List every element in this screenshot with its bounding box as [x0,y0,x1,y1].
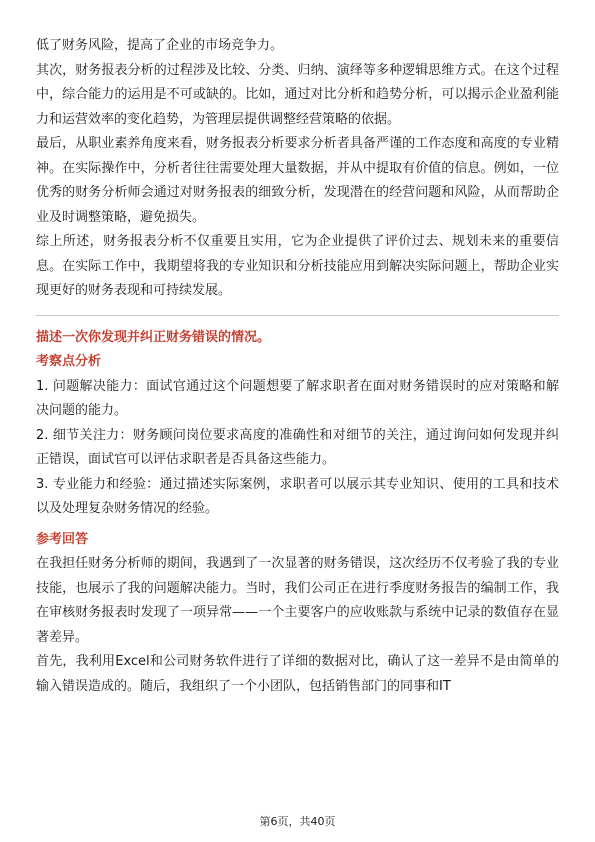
body-paragraph: 低了财务风险，提高了企业的市场竞争力。 [36,38,284,53]
analysis-heading: 考察点分析 [36,354,102,369]
interview-question: 描述一次你发现并纠正财务错误的情况。 [36,329,271,345]
body-paragraph: 综上所述，财务报表分析不仅重要且实用，它为企业提供了评价过去、规划未来的重要信息。在实际工作中，我期望将我的专业知识和分析技能应用到解决实际问题上，帮助企业实现更好的财务表现和可持续发展。 [36,234,559,298]
body-paragraph: 其次，财务报表分析的过程涉及比较、分类、归纳、演绎等多种逻辑思维方式。在这个过程中，综合能力的运用是不可或缺的。比如，通过对比分析和趋势分析，可以揭示企业盈利能力和运营效率的变化趋势，为管理层提供调整经营策略的依据。 [36,62,559,127]
section-divider [36,315,559,316]
analysis-list [36,375,559,522]
body-paragraph: 最后，从职业素养角度来看，财务报表分析要求分析者具备严谨的工作态度和高度的专业精神。在实际操作中，分析者往往需要处理大量数据，并从中提取有价值的信息。例如，一位优秀的财务分析师会通过对财务报表的细致分析，发现潜在的经营问题和风险，从而帮助企业及时调整策略，避免损失。 [36,136,559,225]
analysis-item: 3. 专业能力和经验：通过描述实际案例，求职者可以展示其专业知识、使用的工具和技术以及处理复杂财务情况的经验。 [36,476,559,516]
page-number: 第6页，共40页 [259,815,336,828]
answer-paragraph: 在我担任财务分析师的期间，我遇到了一次显著的财务错误，这次经历不仅考验了我的专业技能，也展示了我的问题解决能力。当时，我们公司正在进行季度财务报告的编制工作，我在审核财务报表时发现了一项异常——一个主要客户的应收账款与系统中记录的数值存在显著差异。 [36,556,559,645]
analysis-item: 1. 问题解决能力：面试官通过这个问题想要了解求职者在面对财务错误时的应对策略和解决问题的能力。 [36,378,559,418]
answer-paragraph: 首先，我利用Excel和公司财务软件进行了详细的数据对比，确认了这一差异不是由简单的输入错误造成的。随后，我组织了一个小团队，包括销售部门的同事和IT [36,654,559,694]
analysis-item: 2. 细节关注力：财务顾问岗位要求高度的准确性和对细节的关注，通过询问如何发现并纠正错误，面试官可以评估求职者是否具备这些能力。 [36,427,559,467]
page-content [36,34,559,699]
answer-heading: 参考回答 [36,531,89,547]
